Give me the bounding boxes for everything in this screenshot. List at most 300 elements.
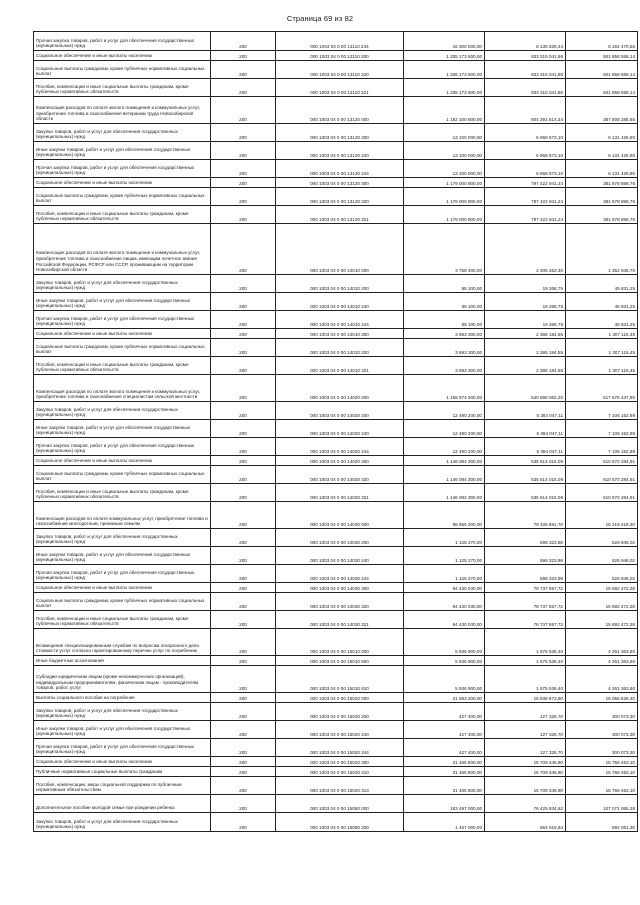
- row-unexecuted-amount: 4 261 363,60: [566, 666, 638, 693]
- row-executed-amount: 19 268,75: [485, 275, 566, 293]
- row-classification-code: 000 1003 04 0 00 13120 320: [276, 188, 404, 206]
- row-name-text: Компенсация расходов по оплате жилого помещения и коммунальных услуг, приобретение топлива и газоснабжение ветеранам труда Новосибирской области: [36, 104, 201, 122]
- row-name: [34, 529, 211, 547]
- row-classification-code: 000 1003 04 0 00 14020 321: [276, 484, 404, 502]
- row-approved-amount: 3 758 400,00: [404, 224, 485, 275]
- row-executed-amount: 19 268,75: [485, 311, 566, 329]
- row-unexecuted-amount: 610 570 284,91: [566, 466, 638, 484]
- row-line-code: 200: [211, 420, 276, 438]
- row-unexecuted-amount: 526 946,02: [566, 565, 638, 583]
- row-name: [34, 767, 211, 777]
- row-executed-amount: 79 335 881,70: [485, 502, 566, 529]
- row-classification-code: 000 1003 04 0 00 15050 000: [276, 795, 404, 813]
- row-executed-amount: 5 384 047,11: [485, 438, 566, 456]
- row-name-text: Закупка товаров, работ и услуг для обеспечения государственных (муниципальных) нужд: [36, 818, 178, 830]
- row-name-text: Публичные нормативные социальные выплаты гражданам: [36, 769, 163, 775]
- row-executed-amount: 598 323,98: [485, 547, 566, 565]
- table-row: [34, 529, 638, 547]
- table-row: [34, 466, 638, 484]
- row-name: [34, 375, 211, 402]
- row-unexecuted-amount: 300 073,30: [566, 703, 638, 721]
- row-classification-code: 000 1003 04 0 00 15020 240: [276, 721, 404, 739]
- row-line-code: 200: [211, 188, 276, 206]
- row-executed-amount: 2 405 453,30: [485, 224, 566, 275]
- row-approved-amount: 94 430 030,00: [404, 611, 485, 629]
- table-row: [34, 795, 638, 813]
- row-unexecuted-amount: 15 756 453,10: [566, 777, 638, 795]
- row-name-text: Закупка товаров, работ и услуг для обеспечения государственных (муниципальных) нужд: [36, 128, 178, 140]
- row-unexecuted-amount: 617 676 437,80: [566, 375, 638, 402]
- row-name-text: Закупка товаров, работ и услуг для обеспечения государственных (муниципальных) нужд: [36, 279, 178, 291]
- row-unexecuted-amount: 16 219 418,30: [566, 502, 638, 529]
- row-unexecuted-amount: 6 131 426,90: [566, 124, 638, 142]
- row-classification-code: 000 1003 04 0 00 14020 000: [276, 375, 404, 402]
- row-name-text: Прочая закупка товаров, работ и услуг для обеспечения государственных (муниципальных) нужд: [36, 315, 195, 327]
- row-executed-amount: 864 918,64: [485, 813, 566, 832]
- row-unexecuted-amount: 501 858 558,14: [566, 61, 638, 79]
- row-executed-amount: 535 514 015,09: [485, 456, 566, 466]
- row-name: [34, 142, 211, 160]
- row-approved-amount: 16 300 000,00: [404, 32, 485, 51]
- table-row: [34, 693, 638, 703]
- row-classification-code: 000 1003 04 0 00 13120 244: [276, 160, 404, 178]
- table-row: [34, 79, 638, 97]
- row-name: [34, 795, 211, 813]
- row-executed-amount: 1 675 536,40: [485, 666, 566, 693]
- row-line-code: 200: [211, 547, 276, 565]
- row-name-text: Пособия, компенсации и иные социальные выплаты гражданам, кроме публичных нормативных обязательств: [36, 361, 189, 373]
- row-line-code: 200: [211, 666, 276, 693]
- row-name: [34, 656, 211, 666]
- row-classification-code: 000 1003 04 0 00 13110 244: [276, 32, 404, 51]
- table-row: [34, 61, 638, 79]
- row-executed-amount: 78 737 557,72: [485, 593, 566, 611]
- row-executed-amount: 19 268,75: [485, 293, 566, 311]
- row-classification-code: 000 1003 04 0 00 14020 244: [276, 438, 404, 456]
- row-classification-code: 000 1003 04 0 00 14020 320: [276, 466, 404, 484]
- row-line-code: 200: [211, 693, 276, 703]
- table-row: [34, 547, 638, 565]
- row-line-code: 200: [211, 611, 276, 629]
- row-name: [34, 51, 211, 61]
- table-row: [34, 656, 638, 666]
- row-name: [34, 188, 211, 206]
- row-line-code: 200: [211, 757, 276, 767]
- row-approved-amount: 31 893 200,00: [404, 693, 485, 703]
- table-row: [34, 224, 638, 275]
- row-name: [34, 565, 211, 583]
- row-line-code: 200: [211, 593, 276, 611]
- row-name: [34, 484, 211, 502]
- row-executed-amount: 6 968 573,10: [485, 124, 566, 142]
- row-line-code: 200: [211, 777, 276, 795]
- row-name-text: Возмещение специализированным службам по вопросам похоронного дела стоимости услуг согласно гарантированному перечню услуг по погребению: [36, 642, 199, 654]
- row-name-text: Социальные выплаты гражданам, кроме публичных нормативных социальных выплат: [36, 192, 205, 204]
- row-classification-code: 000 1003 04 0 00 14010 320: [276, 339, 404, 357]
- row-approved-amount: 1 146 084 300,00: [404, 484, 485, 502]
- row-name-text: Компенсация расходов по оплате жилого помещения и коммунальных услуг, приобретение топлива и газоснабжение лицам, имеющим почетное звание Российской Федерации, РСФСР или СССР, проживающим на территории Новосибирской области: [36, 250, 201, 273]
- row-name: [34, 224, 211, 275]
- row-approved-amount: 65 100,00: [404, 293, 485, 311]
- row-line-code: 200: [211, 79, 276, 97]
- row-line-code: 200: [211, 767, 276, 777]
- row-approved-amount: 3 693 300,00: [404, 339, 485, 357]
- row-unexecuted-amount: 15 692 472,28: [566, 593, 638, 611]
- row-classification-code: 000 1003 04 0 00 14030 000: [276, 502, 404, 529]
- table-row: [34, 438, 638, 456]
- row-approved-amount: 1 125 270,00: [404, 547, 485, 565]
- row-unexecuted-amount: 501 858 558,14: [566, 79, 638, 97]
- row-name: [34, 456, 211, 466]
- row-name-text: Пособия, компенсации и иные социальные выплаты гражданам, кроме публичных нормативных обязательств: [36, 210, 189, 222]
- row-line-code: 200: [211, 61, 276, 79]
- row-line-code: 200: [211, 466, 276, 484]
- row-name: [34, 124, 211, 142]
- row-approved-amount: 94 430 030,00: [404, 593, 485, 611]
- row-unexecuted-amount: 300 073,30: [566, 739, 638, 757]
- row-line-code: 200: [211, 142, 276, 160]
- row-approved-amount: 95 555 300,00: [404, 502, 485, 529]
- row-name-text: Закупка товаров, работ и услуг для обеспечения государственных (муниципальных) нужд: [36, 533, 178, 545]
- row-approved-amount: 12 490 200,00: [404, 438, 485, 456]
- row-unexecuted-amount: 1 307 115,45: [566, 329, 638, 339]
- row-classification-code: 000 1003 04 0 00 15020 244: [276, 739, 404, 757]
- row-approved-amount: 13 100 000,00: [404, 142, 485, 160]
- row-executed-amount: 1 675 536,40: [485, 629, 566, 656]
- row-unexecuted-amount: 6 131 426,90: [566, 142, 638, 160]
- row-unexecuted-amount: 15 756 453,10: [566, 757, 638, 767]
- table-row: [34, 484, 638, 502]
- row-approved-amount: 31 465 800,00: [404, 777, 485, 795]
- row-approved-amount: 1 335 173 600,00: [404, 51, 485, 61]
- table-row: [34, 178, 638, 188]
- row-line-code: 200: [211, 160, 276, 178]
- table-row: [34, 757, 638, 767]
- row-name: [34, 79, 211, 97]
- row-line-code: 200: [211, 224, 276, 275]
- table-row: [34, 565, 638, 583]
- row-name-text: Субсидии юридическим лицам (кроме некоммерческих организаций), индивидуальным предпринимателям, физическим лицам - производителям товаров, работ, услуг: [36, 673, 199, 691]
- table-row: [34, 32, 638, 51]
- row-name: [34, 311, 211, 329]
- row-name: [34, 721, 211, 739]
- row-name-text: Социальные выплаты гражданам, кроме публичных нормативных социальных выплат: [36, 343, 205, 355]
- table-body: [34, 32, 638, 832]
- table-row: [34, 206, 638, 224]
- row-classification-code: 000 1003 04 0 00 15050 200: [276, 813, 404, 832]
- row-classification-code: 000 1003 04 0 00 14020 240: [276, 420, 404, 438]
- table-row: [34, 777, 638, 795]
- row-approved-amount: 1 335 173 600,00: [404, 79, 485, 97]
- row-classification-code: 000 1003 04 0 00 14030 300: [276, 583, 404, 593]
- row-name: [34, 420, 211, 438]
- row-classification-code: 000 1003 04 0 00 14030 244: [276, 565, 404, 583]
- row-approved-amount: 1 125 270,00: [404, 565, 485, 583]
- row-approved-amount: 13 100 000,00: [404, 160, 485, 178]
- row-name-text: Пособия, компенсации, меры социальной поддержки по публичным нормативным обязательствам: [36, 781, 182, 793]
- row-executed-amount: 76 425 934,62: [485, 795, 566, 813]
- row-approved-amount: 1 125 270,00: [404, 529, 485, 547]
- row-approved-amount: 31 465 800,00: [404, 767, 485, 777]
- row-line-code: 200: [211, 721, 276, 739]
- row-unexecuted-amount: 501 858 558,14: [566, 51, 638, 61]
- row-name: [34, 275, 211, 293]
- row-line-code: 200: [211, 402, 276, 420]
- row-unexecuted-amount: 592 081,36: [566, 813, 638, 832]
- row-unexecuted-amount: 7 106 152,89: [566, 420, 638, 438]
- row-line-code: 200: [211, 629, 276, 656]
- row-name-text: Пособия, компенсации и иные социальные выплаты гражданам, кроме публичных нормативных обязательств: [36, 83, 189, 95]
- table-row: [34, 593, 638, 611]
- row-executed-amount: 2 386 184,55: [485, 339, 566, 357]
- row-name-text: Компенсация расходов по оплате коммунальных услуг, приобретение топлива и газоснабжение многодетным, приемным семьям: [36, 515, 208, 527]
- row-classification-code: 000 1003 04 0 00 14010 321: [276, 357, 404, 375]
- row-unexecuted-amount: 45 831,25: [566, 275, 638, 293]
- row-name: [34, 32, 211, 51]
- table-row: [34, 456, 638, 466]
- table-row: [34, 188, 638, 206]
- row-classification-code: 000 1003 04 0 00 14030 320: [276, 593, 404, 611]
- row-unexecuted-amount: 1 307 115,45: [566, 339, 638, 357]
- table-row: [34, 51, 638, 61]
- row-name-text: Социальные выплаты гражданам, кроме публичных нормативных социальных выплат: [36, 470, 205, 482]
- row-executed-amount: 833 315 041,86: [485, 79, 566, 97]
- row-unexecuted-amount: 526 946,02: [566, 547, 638, 565]
- row-name: [34, 466, 211, 484]
- row-unexecuted-amount: 526 946,02: [566, 529, 638, 547]
- table-row: [34, 160, 638, 178]
- row-classification-code: 000 1003 04 0 00 14010 200: [276, 275, 404, 293]
- row-name-text: Иные бюджетные ассигнования: [36, 658, 104, 664]
- row-classification-code: 000 1003 04 0 00 14010 244: [276, 311, 404, 329]
- row-name: [34, 629, 211, 656]
- row-line-code: 200: [211, 456, 276, 466]
- row-classification-code: 000 1003 04 0 00 14020 300: [276, 456, 404, 466]
- row-classification-code: 000 1003 04 0 00 15010 800: [276, 656, 404, 666]
- row-classification-code: 000 1003 04 0 00 14010 240: [276, 293, 404, 311]
- row-name-text: Социальное обеспечение и иные выплаты населению: [36, 53, 153, 59]
- row-name-text: Выплаты социального пособия на погребение: [36, 695, 135, 701]
- row-unexecuted-amount: 7 106 152,89: [566, 402, 638, 420]
- row-approved-amount: 1 335 173 600,00: [404, 61, 485, 79]
- row-approved-amount: 427 400,00: [404, 703, 485, 721]
- row-name-text: Социальное обеспечение и иные выплаты населению: [36, 759, 153, 765]
- row-classification-code: 000 1003 04 0 00 13120 300: [276, 178, 404, 188]
- row-line-code: 200: [211, 438, 276, 456]
- table-row: [34, 329, 638, 339]
- row-classification-code: 000 1003 04 0 00 15010 810: [276, 666, 404, 693]
- row-line-code: 200: [211, 583, 276, 593]
- row-line-code: 200: [211, 375, 276, 402]
- row-name: [34, 666, 211, 693]
- row-name: [34, 703, 211, 721]
- row-unexecuted-amount: 7 106 152,89: [566, 438, 638, 456]
- row-unexecuted-amount: 15 692 472,28: [566, 583, 638, 593]
- row-line-code: 200: [211, 339, 276, 357]
- row-approved-amount: 1 158 574 500,00: [404, 375, 485, 402]
- row-name: [34, 583, 211, 593]
- row-line-code: 200: [211, 813, 276, 832]
- row-line-code: 200: [211, 275, 276, 293]
- row-name: [34, 547, 211, 565]
- table-row: [34, 402, 638, 420]
- row-approved-amount: 1 146 084 300,00: [404, 456, 485, 466]
- row-unexecuted-amount: 15 756 453,10: [566, 767, 638, 777]
- table-row: [34, 311, 638, 329]
- row-line-code: 200: [211, 502, 276, 529]
- row-unexecuted-amount: 4 261 363,60: [566, 629, 638, 656]
- table-row: [34, 703, 638, 721]
- row-executed-amount: 15 709 346,90: [485, 777, 566, 795]
- row-executed-amount: 15 709 346,90: [485, 767, 566, 777]
- row-line-code: 200: [211, 32, 276, 51]
- row-line-code: 200: [211, 703, 276, 721]
- row-approved-amount: 1 179 000 800,00: [404, 188, 485, 206]
- row-name-text: Социальные выплаты гражданам, кроме публичных нормативных социальных выплат: [36, 65, 205, 77]
- row-executed-amount: 598 323,98: [485, 529, 566, 547]
- table-row: [34, 357, 638, 375]
- row-executed-amount: 15 836 673,60: [485, 693, 566, 703]
- row-name: [34, 777, 211, 795]
- row-classification-code: 000 1003 04 0 00 14030 321: [276, 611, 404, 629]
- row-name: [34, 757, 211, 767]
- row-executed-amount: 2 386 184,55: [485, 357, 566, 375]
- row-classification-code: 000 1003 04 0 00 15020 200: [276, 703, 404, 721]
- row-approved-amount: 3 693 300,00: [404, 329, 485, 339]
- row-approved-amount: 183 497 000,00: [404, 795, 485, 813]
- row-unexecuted-amount: 610 570 284,91: [566, 456, 638, 466]
- row-approved-amount: 1 457 000,00: [404, 813, 485, 832]
- row-name: [34, 61, 211, 79]
- table-row: [34, 767, 638, 777]
- row-unexecuted-amount: 381 678 858,76: [566, 188, 638, 206]
- row-name-text: Закупка товаров, работ и услуг для обеспечения государственных (муниципальных) нужд: [36, 406, 178, 418]
- row-line-code: 200: [211, 178, 276, 188]
- row-name-text: Пособия, компенсации и иные социальные выплаты гражданам, кроме публичных нормативных обязательств: [36, 488, 189, 500]
- row-name: [34, 739, 211, 757]
- row-name-text: Социальные выплаты гражданам, кроме публичных нормативных социальных выплат: [36, 597, 205, 609]
- row-name-text: Социальное обеспечение и иные выплаты населению: [36, 331, 153, 337]
- row-approved-amount: 31 465 800,00: [404, 757, 485, 767]
- row-name: [34, 97, 211, 124]
- row-classification-code: 000 1003 04 0 00 14030 200: [276, 529, 404, 547]
- table-row: [34, 583, 638, 593]
- row-executed-amount: 535 514 015,09: [485, 484, 566, 502]
- row-approved-amount: 65 100,00: [404, 311, 485, 329]
- table-row: [34, 813, 638, 832]
- row-name: [34, 693, 211, 703]
- row-classification-code: 000 1003 04 0 00 13120 321: [276, 206, 404, 224]
- row-classification-code: 000 1003 04 0 00 14010 000: [276, 224, 404, 275]
- table-row: [34, 124, 638, 142]
- row-name: [34, 593, 211, 611]
- row-executed-amount: 5 384 047,11: [485, 402, 566, 420]
- row-executed-amount: 833 315 041,86: [485, 51, 566, 61]
- row-line-code: 200: [211, 311, 276, 329]
- page-number-label: Страница 69 из 82: [286, 14, 354, 23]
- row-unexecuted-amount: 1 307 115,45: [566, 357, 638, 375]
- table-row: [34, 339, 638, 357]
- row-name: [34, 438, 211, 456]
- row-classification-code: 000 1003 04 0 00 15020 313: [276, 777, 404, 795]
- row-approved-amount: 12 490 200,00: [404, 420, 485, 438]
- table-row: [34, 666, 638, 693]
- row-name-text: Иные закупки товаров, работ и услуг для обеспечения государственных (муниципальных) нужд: [36, 725, 191, 737]
- row-line-code: 200: [211, 329, 276, 339]
- table-row: [34, 739, 638, 757]
- row-classification-code: 000 1003 04 0 00 13110 320: [276, 61, 404, 79]
- table-row: [34, 375, 638, 402]
- row-executed-amount: 78 737 557,72: [485, 611, 566, 629]
- table-row: [34, 502, 638, 529]
- row-executed-amount: 540 898 062,20: [485, 375, 566, 402]
- row-classification-code: 000 1003 04 0 00 15020 000: [276, 693, 404, 703]
- row-name: [34, 502, 211, 529]
- row-approved-amount: 65 100,00: [404, 275, 485, 293]
- row-classification-code: 000 1003 04 0 00 15020 300: [276, 757, 404, 767]
- row-executed-amount: 535 514 015,09: [485, 466, 566, 484]
- row-classification-code: 000 1003 04 0 00 13110 321: [276, 79, 404, 97]
- row-executed-amount: 1 675 536,40: [485, 656, 566, 666]
- row-name: [34, 293, 211, 311]
- row-approved-amount: 3 693 300,00: [404, 357, 485, 375]
- row-unexecuted-amount: 381 678 858,76: [566, 206, 638, 224]
- row-approved-amount: 1 179 000 800,00: [404, 178, 485, 188]
- row-name: [34, 813, 211, 832]
- row-name-text: Компенсация расходов по оплате жилого помещения и коммунальных услуг, приобретение топлива и газоснабжение специалистам сельской местности: [36, 388, 201, 400]
- row-name-text: Закупка товаров, работ и услуг для обеспечения государственных (муниципальных) нужд: [36, 707, 178, 719]
- row-line-code: 200: [211, 795, 276, 813]
- row-executed-amount: 797 422 941,24: [485, 188, 566, 206]
- row-name: [34, 339, 211, 357]
- row-name: [34, 160, 211, 178]
- table-row: [34, 721, 638, 739]
- row-unexecuted-amount: 45 831,25: [566, 311, 638, 329]
- row-executed-amount: 127 326,70: [485, 703, 566, 721]
- row-approved-amount: 94 430 030,00: [404, 583, 485, 593]
- row-approved-amount: 427 400,00: [404, 721, 485, 739]
- table-row: [34, 142, 638, 160]
- row-classification-code: 000 1003 04 0 00 14030 240: [276, 547, 404, 565]
- row-executed-amount: 2 386 184,55: [485, 329, 566, 339]
- row-classification-code: 000 1003 04 0 00 15020 310: [276, 767, 404, 777]
- row-approved-amount: 1 146 084 300,00: [404, 466, 485, 484]
- row-unexecuted-amount: 387 808 285,66: [566, 97, 638, 124]
- row-executed-amount: 8 135 629,44: [485, 32, 566, 51]
- row-name-text: Прочая закупка товаров, работ и услуг для обеспечения государственных (муниципальных) нужд: [36, 569, 195, 581]
- row-approved-amount: 5 936 900,00: [404, 629, 485, 656]
- row-name-text: Прочая закупка товаров, работ и услуг для обеспечения государственных (муниципальных) нужд: [36, 37, 195, 49]
- row-name-text: Социальное обеспечение и иные выплаты населению: [36, 585, 153, 591]
- row-executed-amount: 797 422 941,24: [485, 206, 566, 224]
- row-unexecuted-amount: 4 261 363,60: [566, 656, 638, 666]
- row-unexecuted-amount: 45 831,25: [566, 293, 638, 311]
- row-unexecuted-amount: 16 056 526,40: [566, 693, 638, 703]
- row-line-code: 200: [211, 97, 276, 124]
- row-line-code: 200: [211, 656, 276, 666]
- row-name: [34, 611, 211, 629]
- row-name: [34, 329, 211, 339]
- row-line-code: 200: [211, 357, 276, 375]
- row-classification-code: 000 1003 04 0 00 13120 000: [276, 97, 404, 124]
- row-executed-amount: 804 391 514,34: [485, 97, 566, 124]
- row-name-text: Иные закупки товаров, работ и услуг для обеспечения государственных (муниципальных) нужд: [36, 146, 191, 158]
- row-approved-amount: 5 936 900,00: [404, 656, 485, 666]
- row-executed-amount: 78 737 557,72: [485, 583, 566, 593]
- row-name: [34, 402, 211, 420]
- table-row: [34, 275, 638, 293]
- row-unexecuted-amount: 610 570 284,91: [566, 484, 638, 502]
